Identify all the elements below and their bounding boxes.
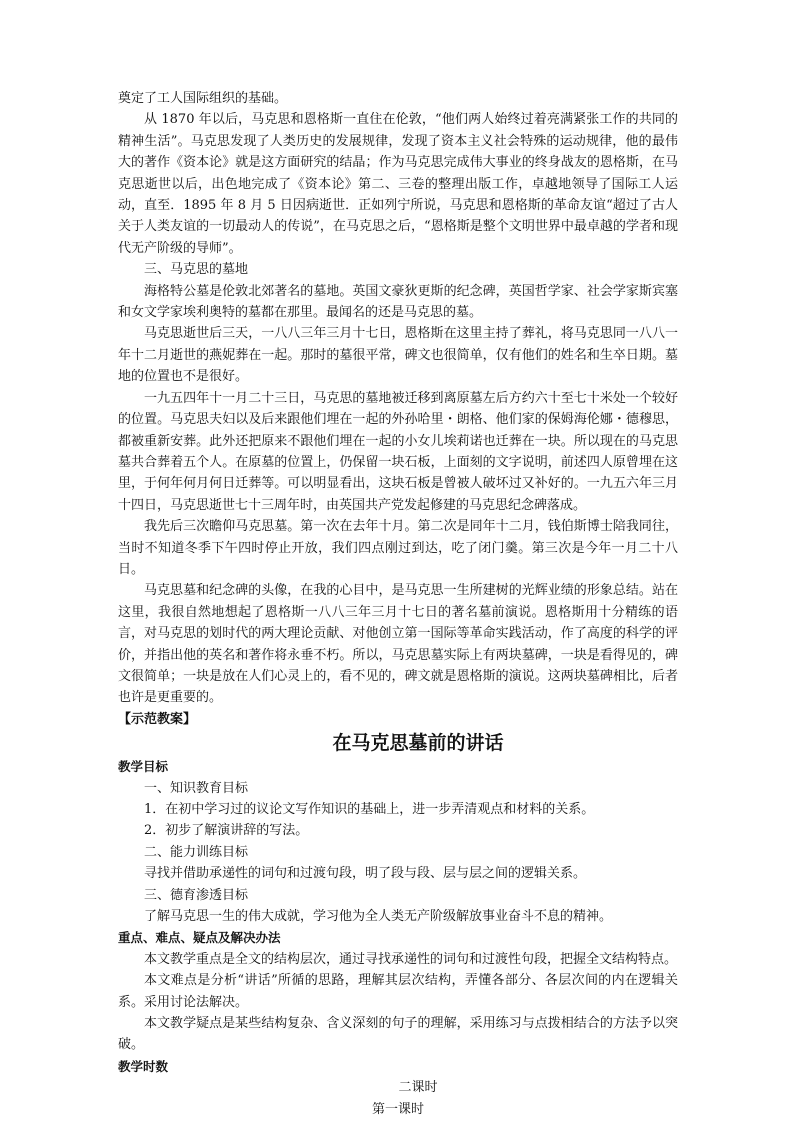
document-page bbox=[118, 88, 678, 1120]
teaching-hours-heading: 教学时数 bbox=[118, 1058, 169, 1074]
goal-moral-text: 了解马克思一生的伟大成就，学习他为全人类无产阶级解放事业奋斗不息的精神。 bbox=[144, 909, 613, 925]
lesson-title: 在马克思墓前的讲话 bbox=[332, 732, 504, 755]
focus-key-point: 本文教学重点是全文的结构层次，通过寻找承递性的词句和过渡性句段，把握全文结构特点。 bbox=[144, 951, 678, 967]
goal-moral-heading: 三、德育渗透目标 bbox=[144, 887, 249, 903]
paragraph-funeral: 马克思逝世后三天，一八八三年三月十七日，恩格斯在这里主持了葬礼，将马克思同一八八一年十二月逝世的燕妮葬在一起。那时的墓很平常，碑文也很简单，仅有他们的姓名和生卒日期。墓地的位置也不是很好。 bbox=[118, 326, 678, 385]
paragraph-two-monuments: 马克思墓和纪念碑的头像，在我的心目中，是马克思一生所建树的光辉业绩的形象总结。站在这里，我很自然地想起了恩格斯一八八三年三月十七日的著名墓前演说。恩格斯用十分精练的语言，对马克思的划时代的两大理论贡献、对他创立第一国际等革命实践活动，作了高度的科学的评价，并指出他的英名和著作将永垂不朽。所以，马克思墓实际上有两块墓碑，一块是看得见的，碑文很简单；一块是放在人们心灵上的，看不见的，碑文就是恩格斯的演说。这两块墓碑相比，后者也许是更重要的。 bbox=[118, 583, 678, 706]
focus-doubt: 本文教学疑点是某些结构复杂、含义深刻的句子的理解，采用练习与点拨相结合的方法予以突破。 bbox=[118, 1016, 678, 1053]
focus-difficulty: 本文难点是分析“讲话”所循的思路，理解其层次结构，弄懂各部分、各层次间的内在逻辑关系。采用讨论法解决。 bbox=[118, 973, 678, 1010]
paragraph-london-life: 从 1870 年以后，马克思和恩格斯一直住在伦敦，“他们两人始终过着亮满紧张工作的共同的精神生活”。马克思发现了人类历史的发展规律，发现了资本主义社会特殊的运动规律，他的最伟大的著作《资本论》就是这方面研究的结晶；作为马克思完成伟大事业的终身战友的恩格斯，在马克思逝世以后，出色地完成了《资本论》第二、三卷的整理出版工作，卓越地领导了国际工人运动，直至．1895 年 8 月 5 日因病逝世．正如列宁所说，马克思和恩格斯的革命友谊“超过了古人关于人类友谊的一切最动人的传说”，在马克思之后，“恩格斯是整个文明世界中最卓越的学者和现代无产阶级的导师”。 bbox=[118, 112, 678, 256]
lesson-plan-tag: 【示范教案】 bbox=[118, 711, 197, 727]
focus-heading: 重点、难点、疑点及解决办法 bbox=[118, 930, 281, 946]
goal-ability-text: 寻找并借助承递性的词句和过渡句段，明了段与段、层与层之间的逻辑关系。 bbox=[144, 866, 587, 882]
goal-knowledge-heading: 一、知识教育目标 bbox=[144, 780, 249, 796]
goal-knowledge-item-2: 2．初步了解演讲辞的写法。 bbox=[144, 823, 309, 839]
paragraph-visits: 我先后三次瞻仰马克思墓。第一次在去年十月。第二次是同年十二月，钱伯斯博士陪我同往，当时不知道冬季下午四时停止开放，我们四点刚过到达，吃了闭门羹。第三次是今年一月二十八日。 bbox=[118, 519, 678, 577]
paragraph-highgate: 海格特公墓是伦敦北郊著名的墓地。英国文豪狄更斯的纪念碑，英国哲学家、社会学家斯宾塞和女文学家埃利奥特的墓都在那里。最闻名的还是马克思的墓。 bbox=[118, 283, 678, 321]
teaching-hours-value: 二课时 bbox=[398, 1080, 438, 1096]
paragraph-foundation: 奠定了工人国际组织的基础。 bbox=[118, 91, 288, 106]
first-lesson-heading: 第一课时 bbox=[371, 1101, 424, 1117]
paragraph-relocation: 一九五四年十一月二十三日，马克思的墓地被迁移到离原墓左后方约六十至七十米处一个较好的位置。马克思夫妇以及后来跟他们埋在一起的外孙哈里・朗格、他们家的保姆海伦娜・德穆思，都被重新安葬。此外还把原来不跟他们埋在一起的小女儿埃莉诺也迁葬在一块。所以现在的马克思墓共合葬着五个人。在原墓的位置上，仍保留一块石板，上面刻的文字说明，前述四人原曾埋在这里，于何年何月何日迁葬等。可以明显看出，这块石板是曾被人破坏过又补好的。一九五六年三月十四日，马克思逝世七十三周年时，由英国共产党发起修建的马克思纪念碑落成。 bbox=[118, 390, 678, 513]
goal-knowledge-item-1: 1．在初中学习过的议论文写作知识的基础上，进一步弄清观点和材料的关系。 bbox=[144, 802, 595, 817]
goal-ability-heading: 二、能力训练目标 bbox=[144, 844, 249, 860]
teaching-goals-heading: 教学目标 bbox=[118, 759, 169, 775]
section-heading-grave: 三、马克思的墓地 bbox=[144, 262, 249, 278]
